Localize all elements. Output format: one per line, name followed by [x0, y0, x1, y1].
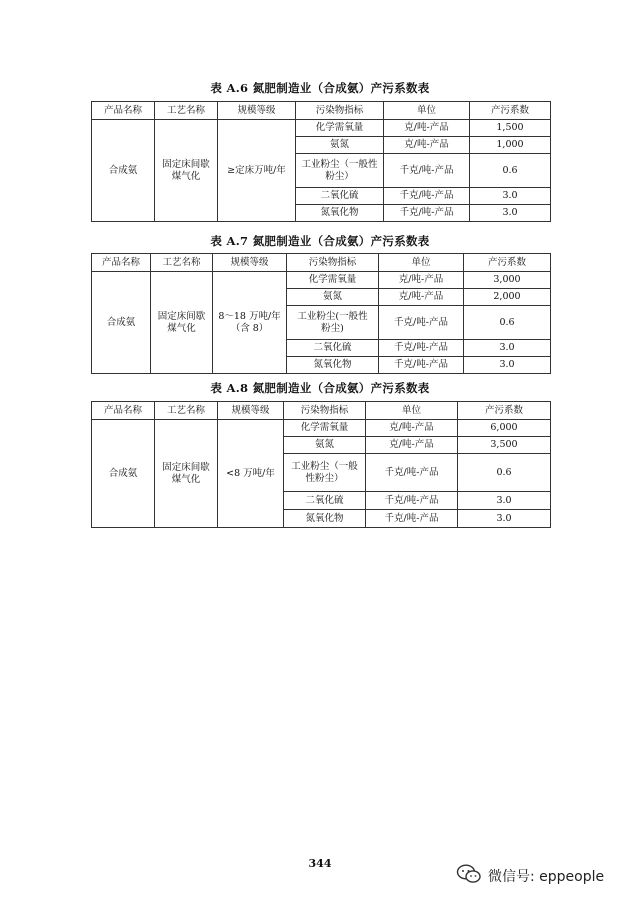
- cell-coef: 3.0: [458, 492, 551, 510]
- header-unit: 单位: [379, 254, 464, 272]
- cell-unit: 千克/吨-产品: [366, 454, 458, 492]
- cell-scale: 8～18 万吨/年 （含 8）: [213, 272, 287, 374]
- wechat-icon: [456, 864, 488, 888]
- table-caption-a7: 表 A.7 氮肥制造业（合成氨）产污系数表: [210, 234, 430, 248]
- cell-coef: 3.0: [458, 510, 551, 528]
- header-product: 产品名称: [92, 402, 155, 420]
- cell-pollutant: 工业粉尘(一般性 粉尘): [287, 306, 379, 340]
- header-process: 工艺名称: [155, 102, 218, 120]
- watermark-text: 微信号: eppeople: [488, 869, 605, 885]
- cell-pollutant: 氮氧化物: [287, 357, 379, 374]
- cell-pollutant: 二氧化硫: [287, 340, 379, 357]
- table-a6: [91, 101, 551, 222]
- cell-unit: 千克/吨-产品: [366, 510, 458, 528]
- cell-scale: ≥定床万吨/年: [218, 120, 296, 222]
- watermark: [456, 866, 604, 886]
- cell-coef: 0.6: [464, 306, 551, 340]
- cell-coef: 6,000: [458, 420, 551, 437]
- cell-coef: 1,000: [470, 137, 551, 154]
- cell-pollutant: 二氧化硫: [296, 188, 384, 205]
- header-process: 工艺名称: [155, 402, 218, 420]
- table-row: [92, 420, 551, 437]
- cell-product: 合成氨: [92, 420, 155, 528]
- cell-coef: 3.0: [464, 357, 551, 374]
- cell-unit: 千克/吨-产品: [379, 306, 464, 340]
- cell-unit: 克/吨-产品: [366, 437, 458, 454]
- cell-pollutant: 氮氧化物: [296, 205, 384, 222]
- cell-unit: 千克/吨-产品: [379, 340, 464, 357]
- cell-unit: 克/吨-产品: [384, 120, 470, 137]
- cell-unit: 千克/吨-产品: [384, 154, 470, 188]
- cell-coef: 3,000: [464, 272, 551, 289]
- cell-product: 合成氨: [92, 272, 151, 374]
- cell-pollutant: 氮氧化物: [284, 510, 366, 528]
- cell-pollutant: 化学需氧量: [296, 120, 384, 137]
- cell-coef: 3,500: [458, 437, 551, 454]
- cell-process: 固定床间歇 煤气化: [155, 420, 218, 528]
- table-header-row: [92, 254, 551, 272]
- table-a7: [91, 253, 551, 374]
- cell-product: 合成氨: [92, 120, 155, 222]
- cell-pollutant: 氨氮: [287, 289, 379, 306]
- table-caption-a6: 表 A.6 氮肥制造业（合成氨）产污系数表: [210, 81, 430, 95]
- table-header-row: [92, 102, 551, 120]
- header-coef: 产污系数: [464, 254, 551, 272]
- cell-coef: 1,500: [470, 120, 551, 137]
- cell-unit: 克/吨-产品: [379, 289, 464, 306]
- cell-unit: 千克/吨-产品: [366, 492, 458, 510]
- page-number: 344: [308, 857, 332, 870]
- header-scale: 规模等级: [213, 254, 287, 272]
- table-a8: [91, 401, 551, 528]
- header-product: 产品名称: [92, 102, 155, 120]
- cell-coef: 0.6: [470, 154, 551, 188]
- cell-coef: 2,000: [464, 289, 551, 306]
- cell-pollutant: 化学需氧量: [287, 272, 379, 289]
- cell-unit: 克/吨-产品: [384, 137, 470, 154]
- cell-process: 固定床间歇 煤气化: [155, 120, 218, 222]
- cell-process: 固定床间歇 煤气化: [151, 272, 213, 374]
- header-product: 产品名称: [92, 254, 151, 272]
- header-coef: 产污系数: [458, 402, 551, 420]
- header-scale: 规模等级: [218, 402, 284, 420]
- header-unit: 单位: [384, 102, 470, 120]
- header-coef: 产污系数: [470, 102, 551, 120]
- table-row: [92, 272, 551, 289]
- cell-coef: 3.0: [470, 188, 551, 205]
- cell-unit: 克/吨-产品: [379, 272, 464, 289]
- cell-unit: 克/吨-产品: [366, 420, 458, 437]
- cell-pollutant: 氨氮: [284, 437, 366, 454]
- cell-scale: <8 万吨/年: [218, 420, 284, 528]
- cell-pollutant: 氨氮: [296, 137, 384, 154]
- header-pollutant: 污染物指标: [284, 402, 366, 420]
- cell-pollutant: 工业粉尘（一般 性粉尘）: [284, 454, 366, 492]
- cell-unit: 千克/吨-产品: [384, 188, 470, 205]
- cell-coef: 3.0: [464, 340, 551, 357]
- header-scale: 规模等级: [218, 102, 296, 120]
- cell-coef: 0.6: [458, 454, 551, 492]
- cell-pollutant: 工业粉尘（一般性 粉尘）: [296, 154, 384, 188]
- cell-coef: 3.0: [470, 205, 551, 222]
- table-row: [92, 120, 551, 137]
- cell-pollutant: 化学需氧量: [284, 420, 366, 437]
- header-unit: 单位: [366, 402, 458, 420]
- cell-pollutant: 二氧化硫: [284, 492, 366, 510]
- table-caption-a8: 表 A.8 氮肥制造业（合成氨）产污系数表: [210, 381, 430, 395]
- header-process: 工艺名称: [151, 254, 213, 272]
- cell-unit: 千克/吨-产品: [384, 205, 470, 222]
- header-pollutant: 污染物指标: [296, 102, 384, 120]
- header-pollutant: 污染物指标: [287, 254, 379, 272]
- table-header-row: [92, 402, 551, 420]
- cell-unit: 千克/吨-产品: [379, 357, 464, 374]
